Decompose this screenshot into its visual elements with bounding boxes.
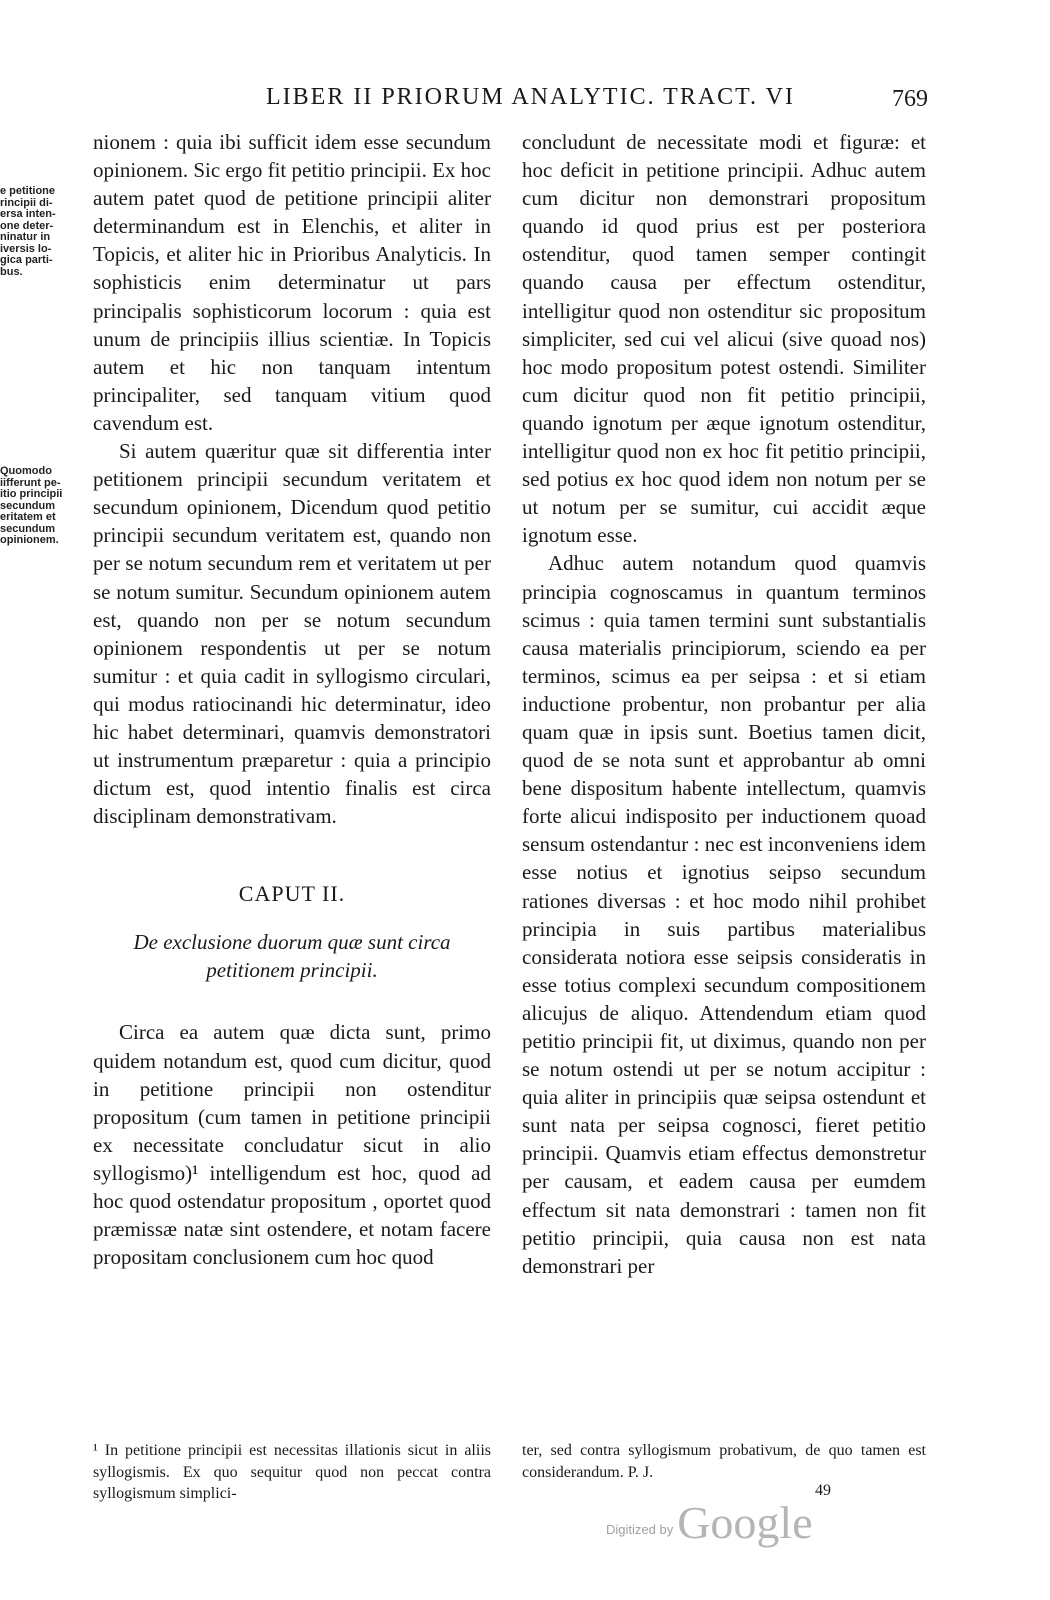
chapter-subtitle: De exclusione duorum quæ sunt circa petitionem principii. bbox=[133, 930, 451, 983]
footnote-right-text: ter, sed contra syllogismum probativum, de quo tamen est considerandum. P. J. bbox=[522, 1442, 926, 1481]
margin-note-quomodo: Quomodo iifferunt pe- itio principii secundum eritatem et secundum opinionem. bbox=[0, 465, 63, 546]
chapter-heading: CAPUT II. bbox=[238, 881, 346, 907]
left-paragraph-2: Si autem quæritur quæ sit differentia inter petitionem principii secundum veritatem et secundum opinionem, Dicendum quod petitio principii secundum veritatem est, quando non per se notum secundum rem et veritatem ut per se notum sumitur. Secundum opinionem autem est, quando non per se notum secundum opinionem respondentis ut per se notum sumitur : et quia cadit in syllogismo circulari, qui modus ratiocinandi hic determinatur, ideo hic habet determinari, quamvis demonstratori ut instrumentum præparetur : quia a principio dictum est, quod intentio finalis est circa disciplinam demonstrativam. bbox=[93, 439, 491, 829]
digitized-label: Digitized by bbox=[606, 1522, 674, 1537]
signature-mark: 49 bbox=[815, 1482, 831, 1499]
running-title: LIBER II PRIORUM ANALYTIC. TRACT. VI bbox=[266, 84, 795, 110]
footnote-left-text: ¹ In petitione principii est necessitas illationis sicut in aliis syllogismis. Ex quo sequitur quod non peccat contra syllogismum simplici- bbox=[93, 1442, 491, 1502]
running-header bbox=[0, 84, 1050, 120]
digitized-watermark bbox=[606, 1496, 813, 1546]
google-logo: Google bbox=[677, 1497, 813, 1548]
footnote-left bbox=[93, 1440, 491, 1505]
left-column bbox=[93, 128, 491, 1271]
margin-note-petitione: e petitione rincipii di- ersa inten- one deter- ninatur in iversis lo- gica parti- bus. bbox=[0, 185, 56, 278]
right-paragraph-2: Adhuc autem notandum quod quamvis principia cognoscamus in quantum terminos scimus : quia tamen termini sunt substantialis causa materialis principiorum, sciendo ea per terminos, scimus ea per seipsa : et si etiam inductione probentur, non probantur per alia quam quæ in ipsis sunt. Boetius tamen dicit, quod de se nota sunt et approbantur ab omni bene dispositum habente intellectum, quamvis forte alicui indisposito per inductionem quoad sensum ostendantur : nec est inconveniens idem esse notius et ignotius seipso secundum rationes diversas : et hoc modo nihil prohibet principia in suis partibus materialibus considerata notiora esse seipsis consideratis in esse totius complexi secundum compositionem alicujus de aliquo. Attendendum etiam quod petitio principii fit, ut diximus, quando non per se notum ostendi ut per se notum accipitur : quia aliter in principiis quæ seipsa ostendunt et sunt nata per seipsa cognosci, fieret petitio principii. Quamvis etiam effectus demonstretur per causam, et eadem causa per eumdem effectum sit nata demonstrari : tamen non fit petitio principii, quia causa non est nata demonstrari per bbox=[522, 551, 926, 1278]
right-column bbox=[522, 128, 926, 1280]
left-paragraph-1: nionem : quia ibi sufficit idem esse secundum opinionem. Sic ergo fit petitio principii. Ex hoc autem patet quod de petitione principii aliter determinandum est in Elenchis, et aliter in Topicis, et aliter hic in Prioribus Analyticis. In sophisticis enim determinatur ut pars principalis sophisticorum locorum : quia est unum de principiis illius scientiæ. In Topicis autem et hic non tanquam intentum principaliter, sed tanquam vitium quod cavendum est. bbox=[93, 130, 491, 435]
footnote-right bbox=[522, 1440, 926, 1483]
page-number: 769 bbox=[892, 86, 928, 112]
right-paragraph-1: concludunt de necessitate modi et figuræ: et hoc deficit in petitione principii. Adhuc autem cum dicitur non demonstrari propositum quando id quod prius est per posteriora ostenditur, quod tamen semper contingit quando causa per effectum ostenditur, intelligitur quod non ostenditur sic propositum simpliciter, sed cui vel alicui (sive quoad nos) hoc modo propositum potest ostendi. Similiter cum dicitur quod non fit petitio principii, quando ignotum per æque ignotum ostenditur, intelligitur quod non ex hoc fit petitio principii, sed potius ex hoc quod idem non notum per se ut notum per se sumitur, cui accidit æque ignotum esse. bbox=[522, 130, 926, 548]
left-paragraph-3: Circa ea autem quæ dicta sunt, primo quidem notandum est, quod cum dicitur, quod in petitione principii non ostenditur propositum (cum tamen in petitione principii ex necessitate concludatur sicut in alio syllogismo)¹ intelligendum est hoc, quod ad hoc quod ostendatur propositum , oportet quod præmissæ natæ sint ostendere, et notam facere propositam conclusionem cum hoc quod bbox=[93, 1020, 491, 1270]
